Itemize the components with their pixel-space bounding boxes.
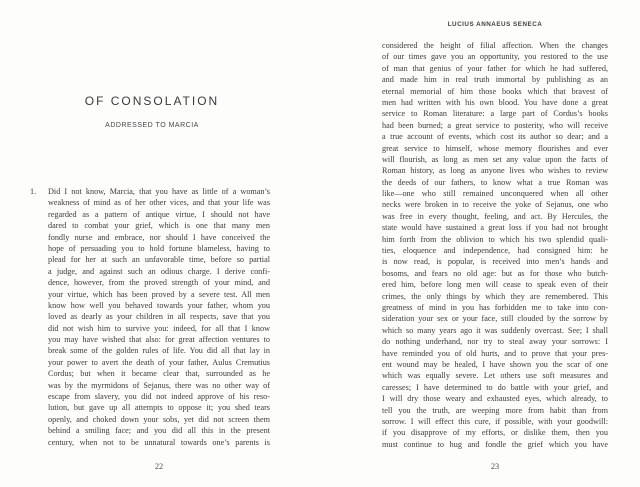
text-line: break some of the golden rules of life. You did all that lay in — [48, 346, 270, 356]
text-line: regarded as a pattern of antique virtue, I should not have — [48, 209, 270, 219]
right-page-lines — [382, 40, 608, 450]
chapter-title: OF CONSOLATION — [84, 94, 220, 108]
left-page-text — [30, 186, 270, 448]
text-line: openly, and choked down your sobs, yet did not screen them — [48, 414, 270, 424]
text-line: ent wound may be healed, I have shown you the scar of one — [382, 359, 608, 369]
text-line: is now read, is popular, is received into men’s hands and — [382, 257, 608, 267]
text-line: sideration your sex or your face, still clouded by the sorrow by — [382, 314, 608, 324]
text-line: tell you the truth, are weeping more from habit than from — [382, 405, 608, 415]
text-line: Roman history, as long as anyone lives who wishes to review — [382, 166, 608, 176]
text-line: caresses; I have determined to do battle with your grief, and — [382, 382, 608, 392]
text-line: your power to avert the death of your father, Aulus Cremutius — [48, 357, 270, 367]
text-line: do nothing underhand, nor try to steal away your sorrows: I — [382, 337, 608, 347]
text-line: was by the myrmidons of Sejanus, there was no other way of — [48, 380, 270, 390]
text-line: ties, eloquence and independence, had consigned him: he — [382, 246, 608, 256]
text-line: was free in every thought, feeling, and act. By Hercules, the — [382, 211, 608, 221]
chapter-subtitle: ADDRESSED TO MARCIA — [105, 122, 199, 129]
text-line: which so many years ago it was suddenly overcast. See; I shall — [382, 325, 608, 335]
text-line: must continue to hug and fondle the grief which you have — [382, 439, 608, 449]
text-line: like—one who still remained unconquered when all other — [382, 189, 608, 199]
text-line: of our times gave you an opportunity, you restored to the use — [382, 52, 608, 62]
left-page-lines — [48, 186, 270, 448]
text-line: escape from slavery, you did not indeed approve of his reso- — [48, 392, 270, 402]
text-line: Did I not know, Marcia, that you have as little of a woman’s — [48, 187, 270, 196]
text-line: great service to himself, whose memory flourishes and ever — [382, 143, 608, 153]
text-line: Cordus; but when it became clear that, surrounded as he — [48, 369, 270, 379]
text-line: bosoms, and fears no old age: but as for those who butch- — [382, 268, 608, 278]
text-line: did not wish him to survive you: indeed, for all that I know — [48, 323, 270, 333]
text-line: will flourish, as long as men set any value upon the facts of — [382, 154, 608, 164]
text-line: loved as dearly as your children in all respects, save that you — [48, 312, 270, 322]
text-line: of man that genius of your father for which he had suffered, — [382, 63, 608, 73]
text-line: him forth from the oblivion to which his two splendid quali- — [382, 234, 608, 244]
text-line: dared to combat your grief, which is one that many men — [48, 221, 270, 231]
text-line: eternal memorial of him those books which that bravest of — [382, 86, 608, 96]
text-line: the deeds of our fathers, to know what a true Roman was — [382, 177, 608, 187]
text-line: had been burned; a great service to posterity, who will receive — [382, 120, 608, 130]
text-line: lution, but gave up all attempts to oppose it; you shed tears — [48, 403, 270, 413]
text-line: a judge, and against such an odious charge. I derive confi- — [48, 266, 270, 276]
text-line: plead for her at such an unfavorable time, before so partial — [48, 255, 270, 265]
text-line: a true account of events, which cost its author so dear; and a — [382, 132, 608, 142]
page-number-right: 23 — [490, 462, 500, 471]
page-number-left: 22 — [154, 462, 164, 471]
right-page-text — [382, 40, 608, 450]
text-line: dence, however, from the proved strength of your mind, and — [48, 278, 270, 288]
text-line: crimes, the only things by which they are remembered. This — [382, 291, 608, 301]
right-page — [320, 0, 640, 487]
text-line: ered him, before long men will cease to speak even of their — [382, 280, 608, 290]
text-line: hope of persuading you to hold fortune blameless, having to — [48, 243, 270, 253]
text-line: fondly nurse and embrace, nor should I have conceived the — [48, 232, 270, 242]
text-line: state would have sustained a great loss if you had not brought — [382, 223, 608, 233]
text-line: your virtue, which has been proved by a severe test. All men — [48, 289, 270, 299]
text-line: and made him in real truth immortal by publishing as an — [382, 75, 608, 85]
text-line: weakness of mind as of her other vices, and that your life was — [48, 198, 270, 208]
text-line: which was equally severe. Let others use soft measures and — [382, 371, 608, 381]
paragraph-number: 1. — [30, 187, 37, 196]
text-line: century, when not to be unnatural towards one’s parents is — [48, 437, 270, 447]
text-line: behind a smiling face; and you did all this in the present — [48, 426, 270, 436]
text-line: have reminded you of old hurts, and to prove that your pres- — [382, 348, 608, 358]
text-line: service to Roman literature: a large part of Cordus’s books — [382, 109, 608, 119]
text-line: greatness of mind in you has forbidden me to take into con- — [382, 302, 608, 312]
text-line: considered the height of filial affection. When the changes — [382, 41, 608, 50]
running-header: LUCIUS ANNAEUS SENECA — [447, 21, 543, 28]
text-line: you may have wished that also: for great affection ventures to — [48, 335, 270, 345]
text-line: if you disapprove of my efforts, or dislike them, then you — [382, 428, 608, 438]
text-line: necks were broken in to receive the yoke of Sejanus, one who — [382, 200, 608, 210]
text-line: sorrow. I will effect this cure, if possible, with your goodwill: — [382, 416, 608, 426]
text-line: I will dry those weary and exhausted eyes, which already, to — [382, 394, 608, 404]
text-line: know how well you behaved towards your father, whom you — [48, 300, 270, 310]
text-line: men had written with his own blood. You have done a great — [382, 97, 608, 107]
